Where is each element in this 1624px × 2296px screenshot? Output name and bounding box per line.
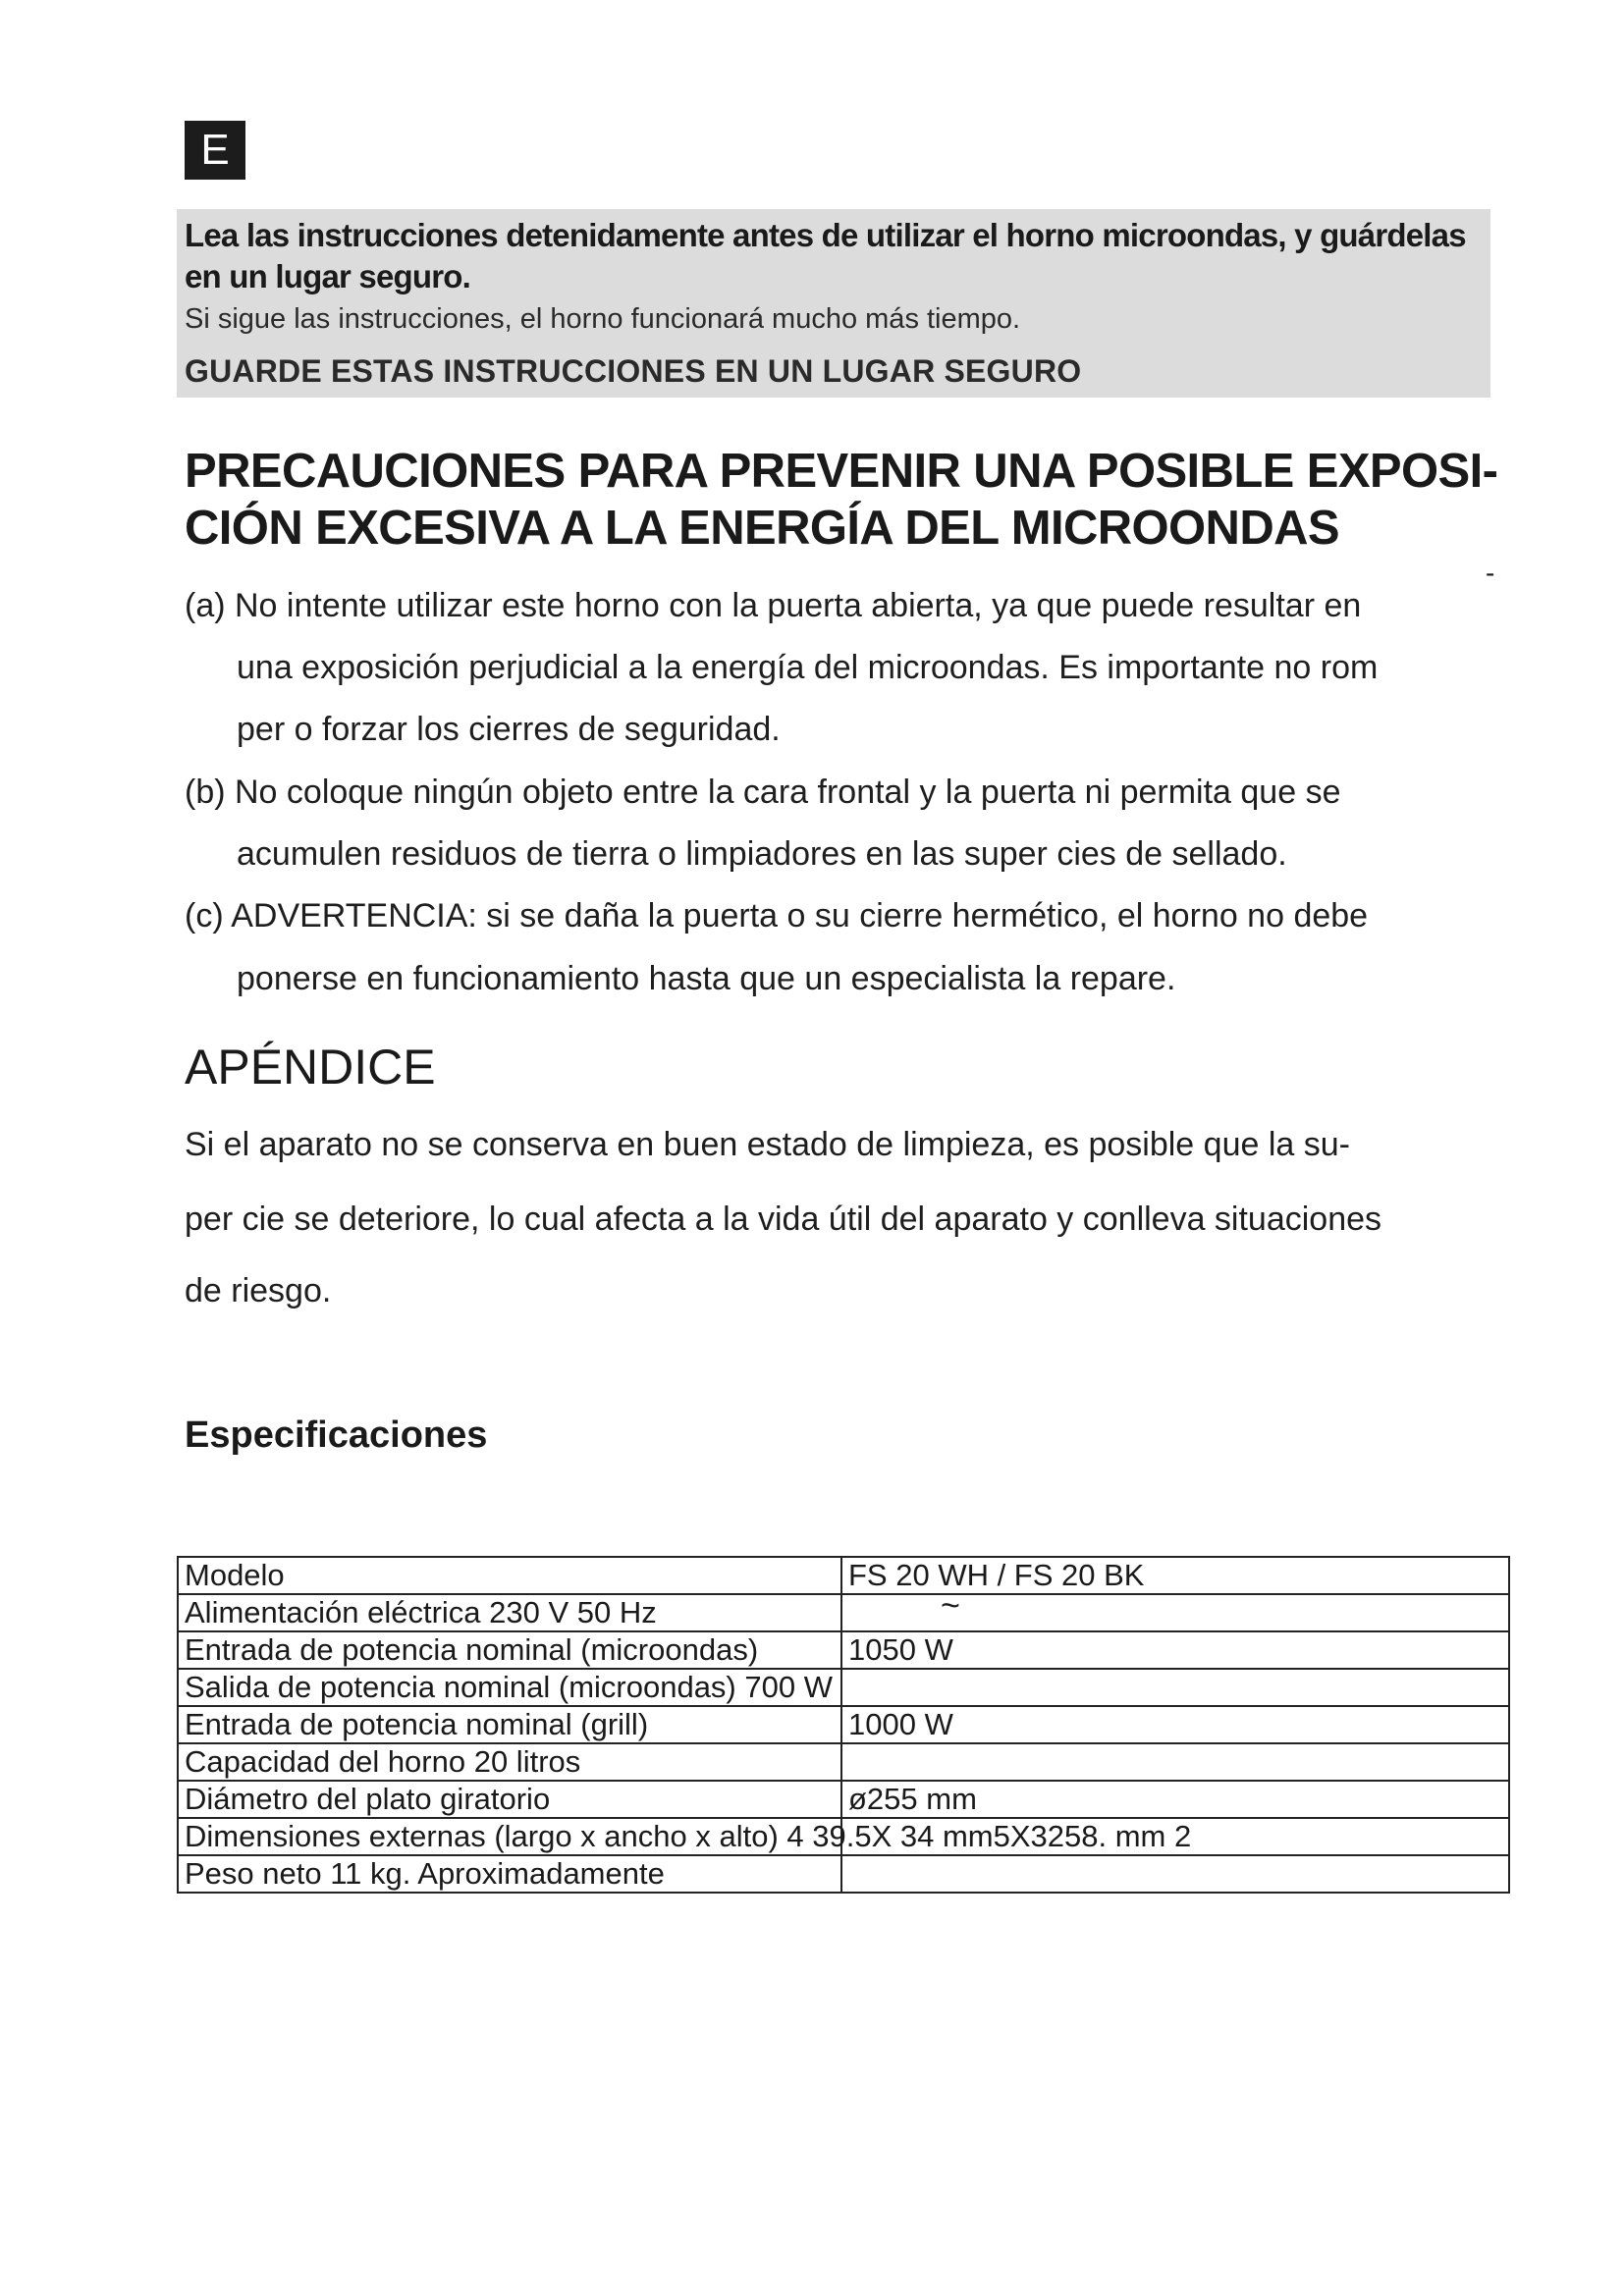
spec-label: Diámetro del plato giratorio <box>178 1781 841 1818</box>
spec-value: FS 20 WH / FS 20 BK <box>841 1557 1509 1594</box>
table-row <box>178 1557 1509 1594</box>
appendix-line-2: per cie se deteriore, lo cual afecta a la vida útil del aparato y conlleva situaciones <box>185 1201 1382 1238</box>
precaution-a-line-2: una exposición perjudicial a la energía del microondas. Es importante no rom <box>237 649 1379 686</box>
table-row <box>178 1743 1509 1781</box>
table-row <box>178 1594 1509 1631</box>
language-badge: E <box>185 121 245 180</box>
table-row <box>178 1818 1509 1855</box>
spec-value: ø255 mm <box>841 1781 1509 1818</box>
spec-label: Alimentación eléctrica 230 V 50 Hz <box>178 1594 841 1631</box>
spec-label: Modelo <box>178 1557 841 1594</box>
spec-label: Capacidad del horno 20 litros <box>178 1743 841 1781</box>
stray-mark: - <box>1486 558 1495 588</box>
notice-bold-line-2: en un lugar seguro. <box>185 258 471 294</box>
spec-value <box>841 1669 1509 1706</box>
precautions-title-line-2: CIÓN EXCESIVA A LA ENERGÍA DEL MICROONDAS <box>185 502 1339 555</box>
precaution-a-line-1: (a) No intente utilizar este horno con la puerta abierta, ya que puede resultar en <box>185 587 1362 624</box>
spec-label: Salida de potencia nominal (microondas) 700 W <box>178 1669 841 1706</box>
spec-label: Dimensiones externas (largo x ancho x alto) 4 39.5X 34 mm5X3258. mm 2 <box>178 1818 841 1855</box>
table-row <box>178 1706 1509 1743</box>
appendix-title: APÉNDICE <box>185 1040 436 1095</box>
specs-table <box>177 1556 1510 1894</box>
table-row <box>178 1855 1509 1893</box>
precaution-b-line-2: acumulen residuos de tierra o limpiadores en las super cies de sellado. <box>237 835 1287 873</box>
spec-label: Entrada de potencia nominal (grill) <box>178 1706 841 1743</box>
spec-value: 1050 W <box>841 1631 1509 1669</box>
spec-label: Peso neto 11 kg. Aproximadamente <box>178 1855 841 1893</box>
spec-value <box>841 1743 1509 1781</box>
spec-label: Entrada de potencia nominal (microondas) <box>178 1631 841 1669</box>
notice-guard-line: GUARDE ESTAS INSTRUCCIONES EN UN LUGAR SEGURO <box>185 353 1082 389</box>
appendix-line-3: de riesgo. <box>185 1272 332 1309</box>
spec-value <box>841 1855 1509 1893</box>
precaution-c-line-1: (c) ADVERTENCIA: si se daña la puerta o su cierre hermético, el horno no debe <box>185 897 1369 934</box>
specs-title: Especificaciones <box>185 1415 488 1456</box>
table-row <box>178 1631 1509 1669</box>
spec-value: 1000 W <box>841 1706 1509 1743</box>
ac-tilde-symbol: ~ <box>941 1587 960 1625</box>
precautions-title-line-1: PRECAUCIONES PARA PREVENIR UNA POSIBLE EXPOSI- <box>185 445 1498 498</box>
notice-plain-line: Si sigue las instrucciones, el horno funcionará mucho más tiempo. <box>185 303 1021 335</box>
precaution-a-line-3: per o forzar los cierres de seguridad. <box>237 711 781 748</box>
notice-bold-line-1: Lea las instrucciones detenidamente antes de utilizar el horno microondas, y guárdelas <box>185 217 1466 253</box>
appendix-line-1: Si el aparato no se conserva en buen estado de limpieza, es posible que la su- <box>185 1126 1350 1163</box>
table-row <box>178 1781 1509 1818</box>
precaution-b-line-1: (b) No coloque ningún objeto entre la cara frontal y la puerta ni permita que se <box>185 774 1341 811</box>
table-row <box>178 1669 1509 1706</box>
read-instructions-notice <box>177 209 1490 398</box>
precaution-c-line-2: ponerse en funcionamiento hasta que un especialista la repare. <box>237 960 1176 997</box>
